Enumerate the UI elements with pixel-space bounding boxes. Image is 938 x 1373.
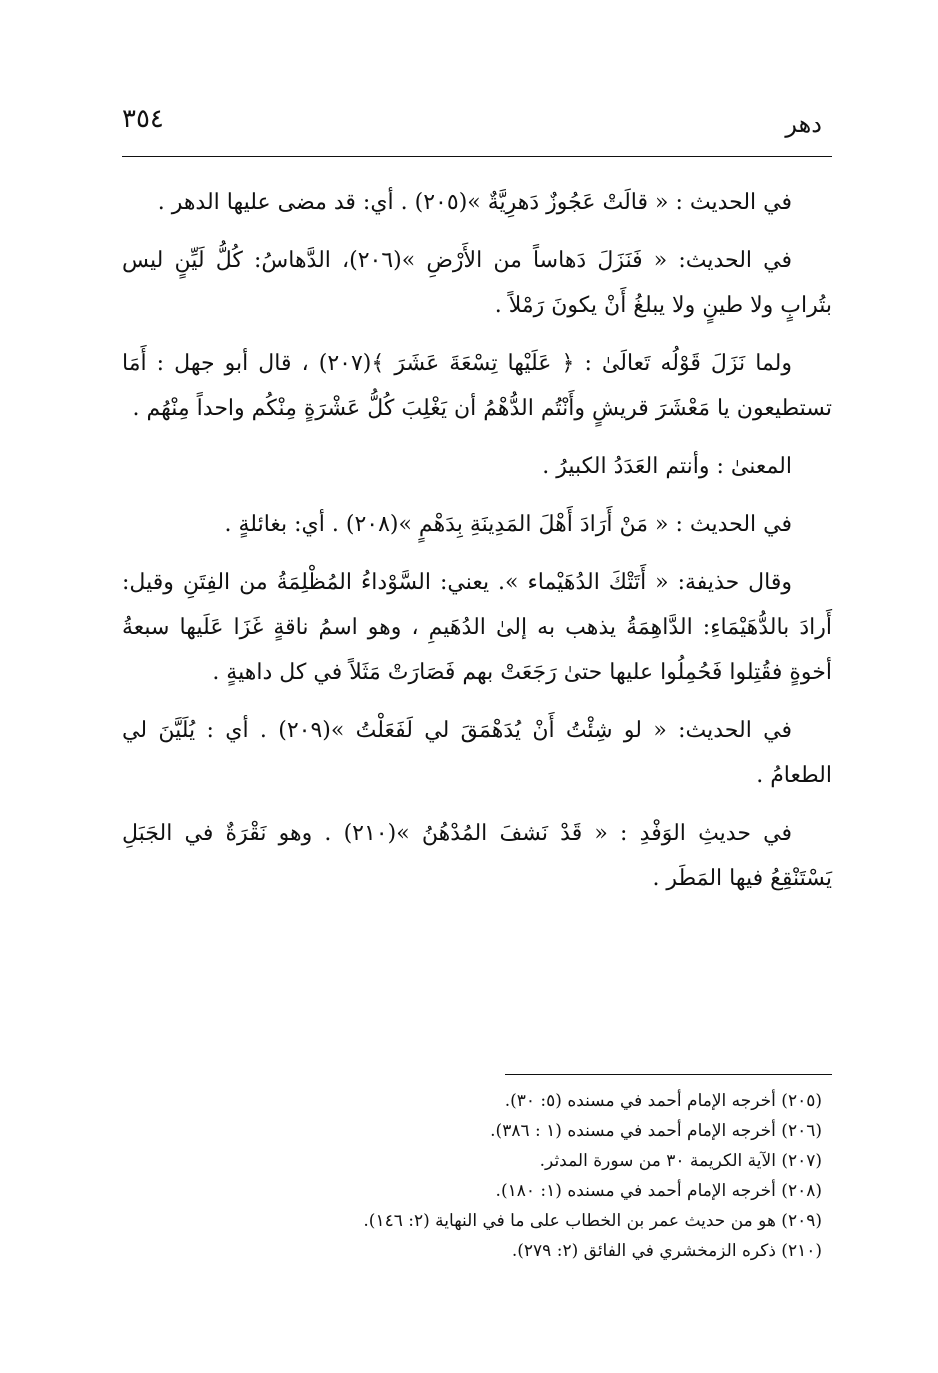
paragraph: في الحديث: « لو شِئْتُ أَنْ يُدَهْمَقَ لي لَفَعَلْتُ »(٢٠٩) . أي : يُلَيَّنَ لي الطعامُ . [122, 718, 832, 788]
paragraph: المعنىٰ : وأنتم العَدَدُ الكبيرُ . [542, 454, 792, 479]
footnote: (٢٠٨) أخرجه الإمام أحمد في مسنده (١: ١٨٠). [495, 1181, 822, 1201]
paragraph: وقال حذيفة: « أَتَتْكَ الدُهَيْماء ». يعني: السَّوْداءُ المُظْلِمَةُ من الفِتَنِ وقيل: أَرادَ بالدُّهَيْمَاءِ: الدَّاهِمَةُ يذهب به إلىٰ الدُهَيمِ ، وهو اسمُ ناقةٍ غَزَا عَلَيها سبعةُ أخوةٍ فقُتِلوا فَحُمِلُوا عليها حتىٰ رَجَعَتْ بهم فَصَارَتْ مَثَلاً في كل داهيةٍ . [122, 570, 832, 685]
footnotes [122, 1086, 832, 1266]
main-text [122, 180, 832, 901]
header-rule [122, 156, 832, 157]
header-entry-word: دهر [785, 110, 822, 138]
footnote: (٢٠٥) أخرجه الإمام أحمد في مسنده (٥: ٣٠). [504, 1091, 822, 1111]
paragraph: في الحديث: « فَنَزَلَ دَهاساً من الأَرْضِ »(٢٠٦)، الدَّهاسُ: كُلُّ لَيِّنٍ ليس بتُرابٍ ولا طينٍ ولا يبلغُ أَنْ يكونَ رَمْلاً . [122, 248, 832, 318]
footnote: (٢١٠) ذكره الزمخشري في الفائق (٢: ٢٧٩). [511, 1241, 822, 1261]
page-header [122, 100, 832, 144]
paragraph: في حديثِ الوَفْدِ : « قَدْ نَشفَ المُدْهُنُ »(٢١٠) . وهو نَقْرَةٌ في الجَبَلِ يَسْتَنْقِعُ فيها المَطَر . [122, 821, 832, 891]
footnote: (٢٠٧) الآية الكريمة ٣٠ من سورة المدثر. [539, 1151, 822, 1171]
footnote: (٢٠٩) هو من حديث عمر بن الخطاب على ما في النهاية (٢: ١٤٦). [363, 1211, 822, 1231]
page-number: ٣٥٤ [122, 104, 164, 134]
footnote-rule [505, 1074, 832, 1075]
paragraph: في الحديث : « قالَتْ عَجُوزٌ دَهرِيَّةٌ »(٢٠٥) . أي: قد مضى عليها الدهر . [157, 190, 792, 215]
paragraph: في الحديث : « مَنْ أَرَادَ أَهْلَ المَدِينَةِ بِدَهْمٍ »(٢٠٨) . أي: بغائلةٍ . [224, 512, 792, 537]
footnote: (٢٠٦) أخرجه الإمام أحمد في مسنده (١ : ٣٨٦). [490, 1121, 822, 1141]
paragraph: ولما نَزَلَ قَوْلُه تَعالَىٰ : ﴿ عَلَيْها تِسْعَةَ عَشَرَ ﴾(٢٠٧) ، قال أبو جهل : أَمَا تستطيعون يا مَعْشَرَ قريشٍ وأَنْتُم الدُّهْمُ أن يَغْلِبَ كُلُّ عَشْرَةٍ مِنْكُم واحداً مِنْهُم . [122, 351, 832, 421]
